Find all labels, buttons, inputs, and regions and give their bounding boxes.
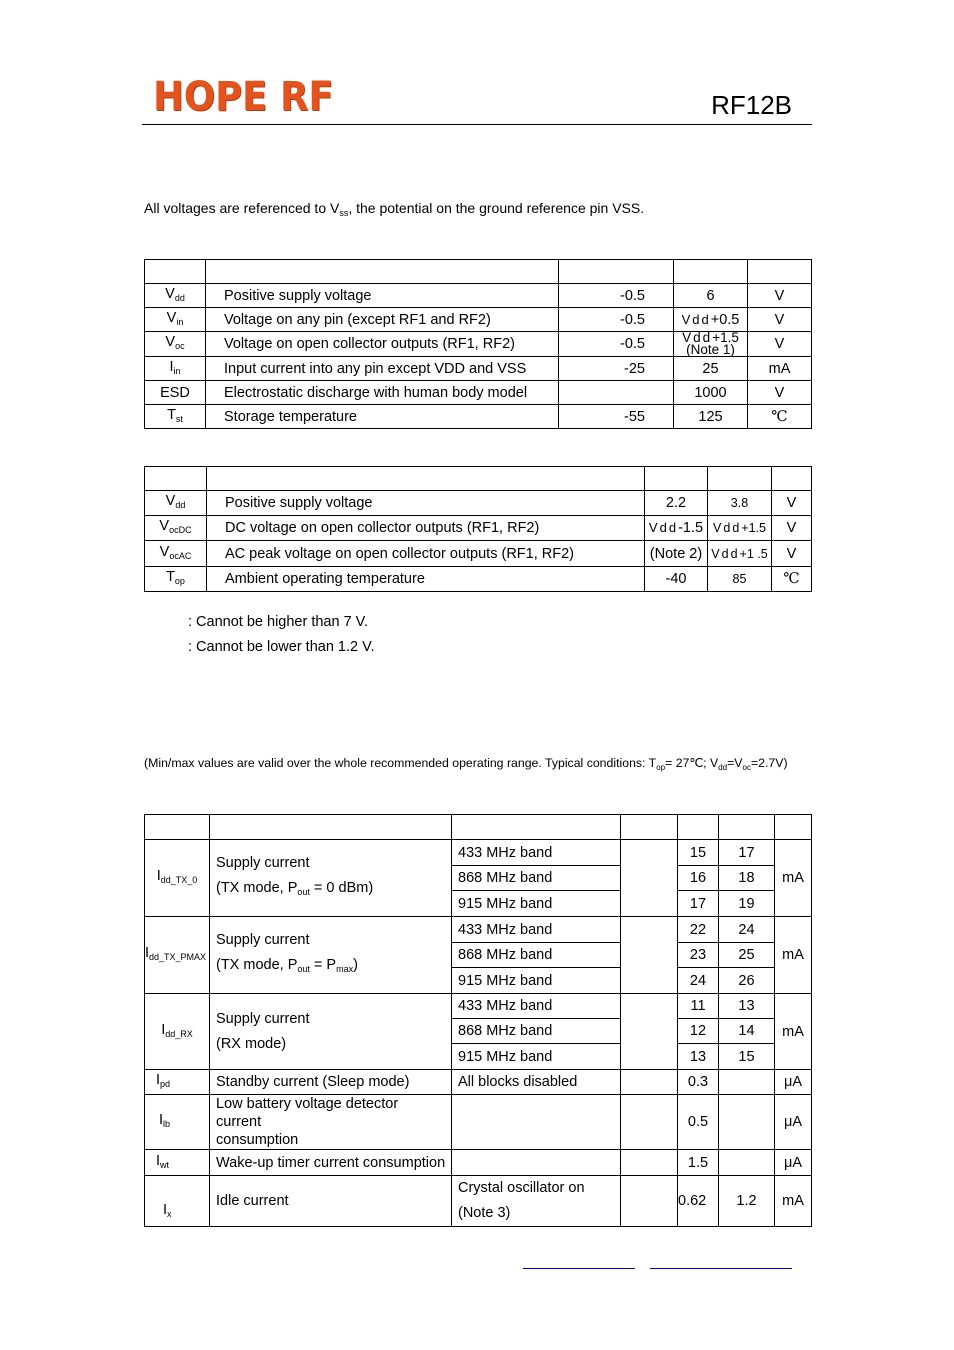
condition-cell: 868 MHz band: [452, 943, 621, 968]
table-cell: [708, 467, 772, 491]
typ-cell: 0.62: [678, 1176, 719, 1227]
max-cell: [719, 1150, 775, 1176]
symbol-cell: $I_{dd\_TX\_0}$: [145, 840, 210, 917]
table-header-row: [145, 815, 812, 840]
unit-cell: μA: [775, 1150, 812, 1176]
symbol-cell: ESD: [145, 381, 206, 405]
symbol-cell: $I_{lb}$: [145, 1095, 210, 1150]
max-cell: Vdd+1.5 (Note 1): [674, 332, 748, 357]
description-cell: Standby current (Sleep mode): [210, 1070, 452, 1095]
symbol-cell: $V_{dd}$: [145, 284, 206, 308]
condition-cell: [452, 1095, 621, 1150]
max-cell: 85: [708, 567, 772, 592]
table-header-row: [145, 467, 812, 491]
max-cell: 15: [719, 1044, 775, 1070]
typical-conditions-note: (Min/max values are valid over the whole recommended operating range. Typical conditions: $T_{op}=$ 27℃; $V_{dd}=V_{oc}=2.7V$): [144, 756, 788, 772]
table-cell: [210, 815, 452, 840]
min-cell: [559, 381, 674, 405]
max-cell: 14: [719, 1019, 775, 1044]
table-cell: [772, 467, 812, 491]
recommended-operating-range-table: [144, 466, 812, 592]
table-cell: [674, 260, 748, 284]
description-cell: Voltage on any pin (except RF1 and RF2): [206, 308, 559, 332]
condition-cell: 433 MHz band: [452, 840, 621, 866]
footer-link-1[interactable]: [523, 1268, 635, 1269]
max-cell: [719, 1095, 775, 1150]
max-cell: 13: [719, 994, 775, 1019]
table-cell: [559, 260, 674, 284]
table-cell: [206, 260, 559, 284]
table-cell: [678, 815, 719, 840]
table-row: [145, 1150, 812, 1176]
min-cell: -40: [645, 567, 708, 592]
description-cell: Supply current (RX mode): [210, 994, 452, 1070]
typ-cell: 1.5: [678, 1150, 719, 1176]
symbol-cell: $I_x$: [145, 1176, 210, 1227]
symbol-cell: $I_{dd\_RX}$: [145, 994, 210, 1070]
max-cell: 125: [674, 405, 748, 429]
description-cell: Supply current (TX mode, $P_{out} = 0$ dBm): [210, 840, 452, 917]
max-cell: 3.8: [708, 491, 772, 516]
condition-cell: 915 MHz band: [452, 1044, 621, 1070]
typ-cell: 0.3: [678, 1070, 719, 1095]
unit-cell: V: [772, 491, 812, 516]
table-row: [145, 491, 812, 516]
unit-cell: mA: [748, 357, 812, 381]
unit-cell: V: [748, 332, 812, 357]
min-cell: [621, 1176, 678, 1227]
note-2: : Cannot be lower than 1.2 V.: [188, 639, 375, 655]
typ-cell: 16: [678, 866, 719, 891]
max-cell: Vdd+1 .5: [708, 541, 772, 567]
condition-cell: 433 MHz band: [452, 917, 621, 943]
max-cell: 6: [674, 284, 748, 308]
description-cell: Supply current (TX mode, $P_{out} = P_{max}$): [210, 917, 452, 994]
header-divider: [142, 124, 812, 125]
condition-cell: 868 MHz band: [452, 1019, 621, 1044]
min-cell: [621, 1150, 678, 1176]
unit-cell: μA: [775, 1070, 812, 1095]
note-1: : Cannot be higher than 7 V.: [188, 614, 369, 630]
unit-cell: ℃: [772, 567, 812, 592]
max-cell: 19: [719, 891, 775, 917]
symbol-cell: $T_{st}$: [145, 405, 206, 429]
typ-cell: 12: [678, 1019, 719, 1044]
min-cell: Vdd-1.5: [645, 516, 708, 541]
condition-cell: 868 MHz band: [452, 866, 621, 891]
condition-cell: 433 MHz band: [452, 994, 621, 1019]
description-cell: Input current into any pin except VDD and VSS: [206, 357, 559, 381]
table-row: [145, 567, 812, 592]
table-row: [145, 1095, 812, 1150]
max-cell: 1.2: [719, 1176, 775, 1227]
condition-cell: Crystal oscillator on (Note 3): [452, 1176, 621, 1227]
dc-characteristics-table: [144, 814, 812, 1227]
table-row: [145, 840, 812, 866]
product-name: RF12B: [711, 90, 792, 120]
description-cell: Idle current: [210, 1176, 452, 1227]
max-cell: 24: [719, 917, 775, 943]
description-cell: Low battery voltage detector current consumption: [210, 1095, 452, 1150]
unit-cell: mA: [775, 840, 812, 917]
table-cell: [145, 467, 207, 491]
typ-cell: 11: [678, 994, 719, 1019]
description-cell: DC voltage on open collector outputs (RF1, RF2): [207, 516, 645, 541]
condition-cell: 915 MHz band: [452, 891, 621, 917]
symbol-cell: $V_{oc}$: [145, 332, 206, 357]
unit-cell: V: [748, 381, 812, 405]
description-cell: Ambient operating temperature: [207, 567, 645, 592]
unit-cell: V: [772, 516, 812, 541]
typ-cell: 24: [678, 968, 719, 994]
max-cell: 25: [674, 357, 748, 381]
unit-cell: V: [748, 308, 812, 332]
table-row: [145, 381, 812, 405]
min-cell: [621, 994, 678, 1070]
voltage-reference-note: All voltages are referenced to $V_{ss}$, the potential on the ground reference pin VSS.: [144, 200, 645, 218]
table-cell: [775, 815, 812, 840]
symbol-cell: $V_{ocAC}$: [145, 541, 207, 567]
typ-cell: 22: [678, 917, 719, 943]
table-cell: [645, 467, 708, 491]
table-cell: [145, 815, 210, 840]
symbol-cell: $I_{in}$: [145, 357, 206, 381]
symbol-cell: $V_{dd}$: [145, 491, 207, 516]
max-cell: Vdd+1.5: [708, 516, 772, 541]
min-cell: -25: [559, 357, 674, 381]
table-cell: [145, 260, 206, 284]
table-row: [145, 516, 812, 541]
min-cell: -0.5: [559, 308, 674, 332]
table-row: [145, 284, 812, 308]
table-row: [145, 1070, 812, 1095]
unit-cell: ℃: [748, 405, 812, 429]
symbol-cell: $I_{wt}$: [145, 1150, 210, 1176]
table-row: [145, 405, 812, 429]
typ-cell: 17: [678, 891, 719, 917]
description-cell: Storage temperature: [206, 405, 559, 429]
description-cell: Positive supply voltage: [207, 491, 645, 516]
typ-cell: 23: [678, 943, 719, 968]
unit-cell: mA: [775, 994, 812, 1070]
min-cell: [621, 1070, 678, 1095]
table-row: [145, 917, 812, 943]
min-cell: 2.2: [645, 491, 708, 516]
min-cell: -0.5: [559, 284, 674, 308]
max-cell: Vdd+0.5: [674, 308, 748, 332]
symbol-cell: $I_{dd\_TX\_PMAX}$: [145, 917, 210, 994]
table-cell: [452, 815, 621, 840]
unit-cell: mA: [775, 1176, 812, 1227]
description-cell: Wake-up timer current consumption: [210, 1150, 452, 1176]
condition-cell: All blocks disabled: [452, 1070, 621, 1095]
description-cell: Voltage on open collector outputs (RF1, RF2): [206, 332, 559, 357]
table-row: [145, 541, 812, 567]
description-cell: Positive supply voltage: [206, 284, 559, 308]
description-cell: AC peak voltage on open collector outputs (RF1, RF2): [207, 541, 645, 567]
min-cell: -55: [559, 405, 674, 429]
condition-cell: [452, 1150, 621, 1176]
min-cell: [621, 917, 678, 994]
absolute-maximum-ratings-table: [144, 259, 812, 429]
table-cell: [719, 815, 775, 840]
table-cell: [207, 467, 645, 491]
table-row: [145, 994, 812, 1019]
hope-rf-logo: HOPE RF: [153, 74, 334, 120]
max-cell: 18: [719, 866, 775, 891]
max-cell: 17: [719, 840, 775, 866]
unit-cell: mA: [775, 917, 812, 994]
table-header-row: [145, 260, 812, 284]
description-cell: Electrostatic discharge with human body model: [206, 381, 559, 405]
unit-cell: μA: [775, 1095, 812, 1150]
table-cell: [621, 815, 678, 840]
symbol-cell: $T_{op}$: [145, 567, 207, 592]
table-row: [145, 332, 812, 357]
condition-cell: 915 MHz band: [452, 968, 621, 994]
symbol-cell: $I_{pd}$: [145, 1070, 210, 1095]
min-cell: [621, 1095, 678, 1150]
unit-cell: V: [772, 541, 812, 567]
max-cell: 26: [719, 968, 775, 994]
table-row: [145, 1176, 812, 1227]
symbol-cell: $V_{ocDC}$: [145, 516, 207, 541]
max-cell: [719, 1070, 775, 1095]
footer-link-2[interactable]: [650, 1268, 792, 1269]
max-cell: 25: [719, 943, 775, 968]
typ-cell: 0.5: [678, 1095, 719, 1150]
max-cell: 1000: [674, 381, 748, 405]
table-row: [145, 357, 812, 381]
min-cell: (Note 2): [645, 541, 708, 567]
typ-cell: 15: [678, 840, 719, 866]
table-row: [145, 308, 812, 332]
typ-cell: 13: [678, 1044, 719, 1070]
symbol-cell: $V_{in}$: [145, 308, 206, 332]
table-cell: [748, 260, 812, 284]
unit-cell: V: [748, 284, 812, 308]
min-cell: -0.5: [559, 332, 674, 357]
min-cell: [621, 840, 678, 917]
